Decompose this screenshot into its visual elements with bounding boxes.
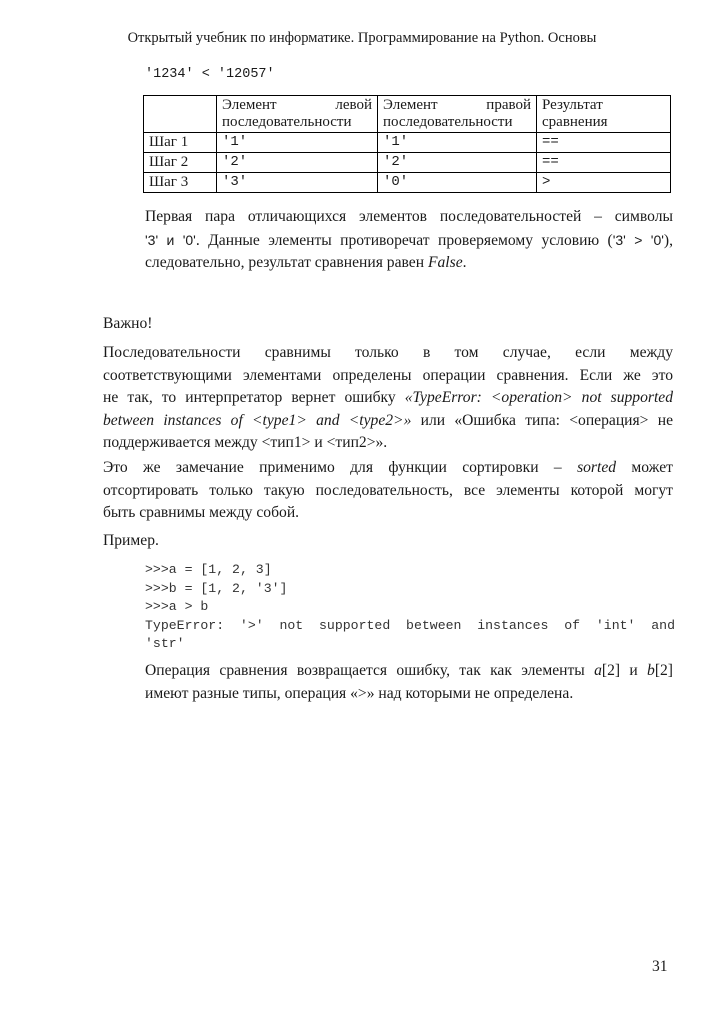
sorted-paragraph bbox=[103, 457, 673, 525]
paragraph-line bbox=[103, 457, 673, 480]
typeerror-message-italic: between instances of <type1> and <type2>» bbox=[103, 411, 412, 429]
left-element-cell: '1' bbox=[217, 133, 378, 153]
comparison-table bbox=[143, 95, 671, 193]
paragraph-line bbox=[103, 387, 673, 410]
explanation-line bbox=[145, 252, 673, 275]
sorted-keyword: sorted bbox=[577, 459, 617, 476]
code-line: >>>b = [1, 2, '3'] bbox=[145, 580, 288, 596]
explanation-line bbox=[145, 229, 673, 253]
step-cell: Шаг 1 bbox=[144, 133, 217, 153]
left-element-cell: '2' bbox=[217, 153, 378, 173]
table-header-row bbox=[144, 96, 671, 133]
paragraph-text: [2] bbox=[654, 662, 673, 679]
quoted-symbols: '3' и '0' bbox=[145, 231, 196, 248]
table-row bbox=[144, 173, 671, 193]
page-number: 31 bbox=[652, 958, 668, 975]
header-result-line2: сравнения bbox=[542, 114, 608, 130]
paragraph-line: соответствующими элементами определены операции сравнения. Если же это bbox=[103, 366, 673, 384]
quoted-condition: '3' > '0' bbox=[612, 231, 664, 248]
paragraph-line bbox=[145, 660, 673, 683]
running-header: Открытый учебник по информатике. Программирование на Python. Основы bbox=[127, 30, 597, 46]
sequences-paragraph bbox=[103, 342, 673, 455]
header-cell-result bbox=[537, 96, 671, 133]
header-left-line2: последовательности bbox=[222, 114, 352, 130]
code-line: >>>a = [1, 2, 3] bbox=[145, 562, 272, 577]
comparison-expression: '1234' < '12057' bbox=[145, 67, 275, 82]
false-keyword: False bbox=[427, 254, 463, 272]
paragraph-line: Последовательности сравнимы только в том случае, если между bbox=[103, 344, 673, 361]
code-line: 'str' bbox=[145, 636, 185, 651]
paragraph-text: [2] и bbox=[601, 662, 648, 679]
header-cell-left bbox=[217, 96, 378, 133]
header-cell-step bbox=[144, 96, 217, 133]
variable-a: a bbox=[594, 662, 602, 679]
code-line: TypeError: '>' not supported between instances of 'int' and bbox=[145, 617, 675, 633]
typeerror-message-italic: «TypeError: <operation> not supported bbox=[404, 389, 674, 407]
header-left-line1: Элемент левой bbox=[222, 97, 372, 113]
paragraph-line: поддерживается между <тип1> и <тип2>». bbox=[103, 434, 388, 452]
paragraph-line: быть сравнимы между собой. bbox=[103, 504, 300, 522]
header-right-line1: Элемент правой bbox=[383, 97, 531, 113]
right-element-cell: '0' bbox=[378, 173, 537, 193]
header-result-line1: Результат bbox=[542, 97, 603, 113]
paragraph-line: отсортировать только такую последовательность, все элементы которой могут bbox=[103, 481, 673, 499]
result-cell: == bbox=[537, 133, 671, 153]
table-row bbox=[144, 133, 671, 153]
table-row bbox=[144, 153, 671, 173]
important-heading: Важно! bbox=[103, 315, 153, 332]
explanation-text: следовательно, результат сравнения равен bbox=[145, 254, 428, 272]
explanation-paragraph bbox=[145, 206, 673, 275]
explanation-text: . Данные элементы противоречат проверяемому условию ( bbox=[195, 231, 613, 249]
step-cell: Шаг 3 bbox=[144, 173, 217, 193]
paragraph-text: может bbox=[616, 459, 673, 476]
example-heading: Пример. bbox=[103, 532, 159, 549]
code-line: >>>a > b bbox=[145, 599, 209, 614]
right-element-cell: '2' bbox=[378, 153, 537, 173]
paragraph-text: или «Ошибка типа: <операция> не bbox=[411, 411, 673, 429]
left-element-cell: '3' bbox=[217, 173, 378, 193]
explanation-text: ), bbox=[663, 231, 674, 249]
result-cell: > bbox=[537, 173, 671, 193]
paragraph-text: Операция сравнения возвращается ошибку, так как элементы bbox=[145, 662, 595, 679]
paragraph-line: имеют разные типы, операция «>» над которыми не определена. bbox=[145, 684, 574, 702]
paragraph-line bbox=[103, 410, 673, 433]
variable-b: b bbox=[647, 662, 655, 679]
conclusion-paragraph bbox=[145, 660, 673, 705]
step-cell: Шаг 2 bbox=[144, 153, 217, 173]
header-cell-right bbox=[378, 96, 537, 133]
explanation-line: Первая пара отличающихся элементов последовательностей – символы bbox=[145, 208, 673, 225]
code-block bbox=[145, 561, 675, 654]
right-element-cell: '1' bbox=[378, 133, 537, 153]
result-cell: == bbox=[537, 153, 671, 173]
explanation-text: . bbox=[462, 254, 467, 272]
paragraph-text: не так, то интерпретатор вернет ошибку bbox=[103, 389, 405, 407]
header-right-line2: последовательности bbox=[383, 114, 513, 130]
paragraph-text: Это же замечание применимо для функции сортировки – bbox=[103, 459, 578, 476]
